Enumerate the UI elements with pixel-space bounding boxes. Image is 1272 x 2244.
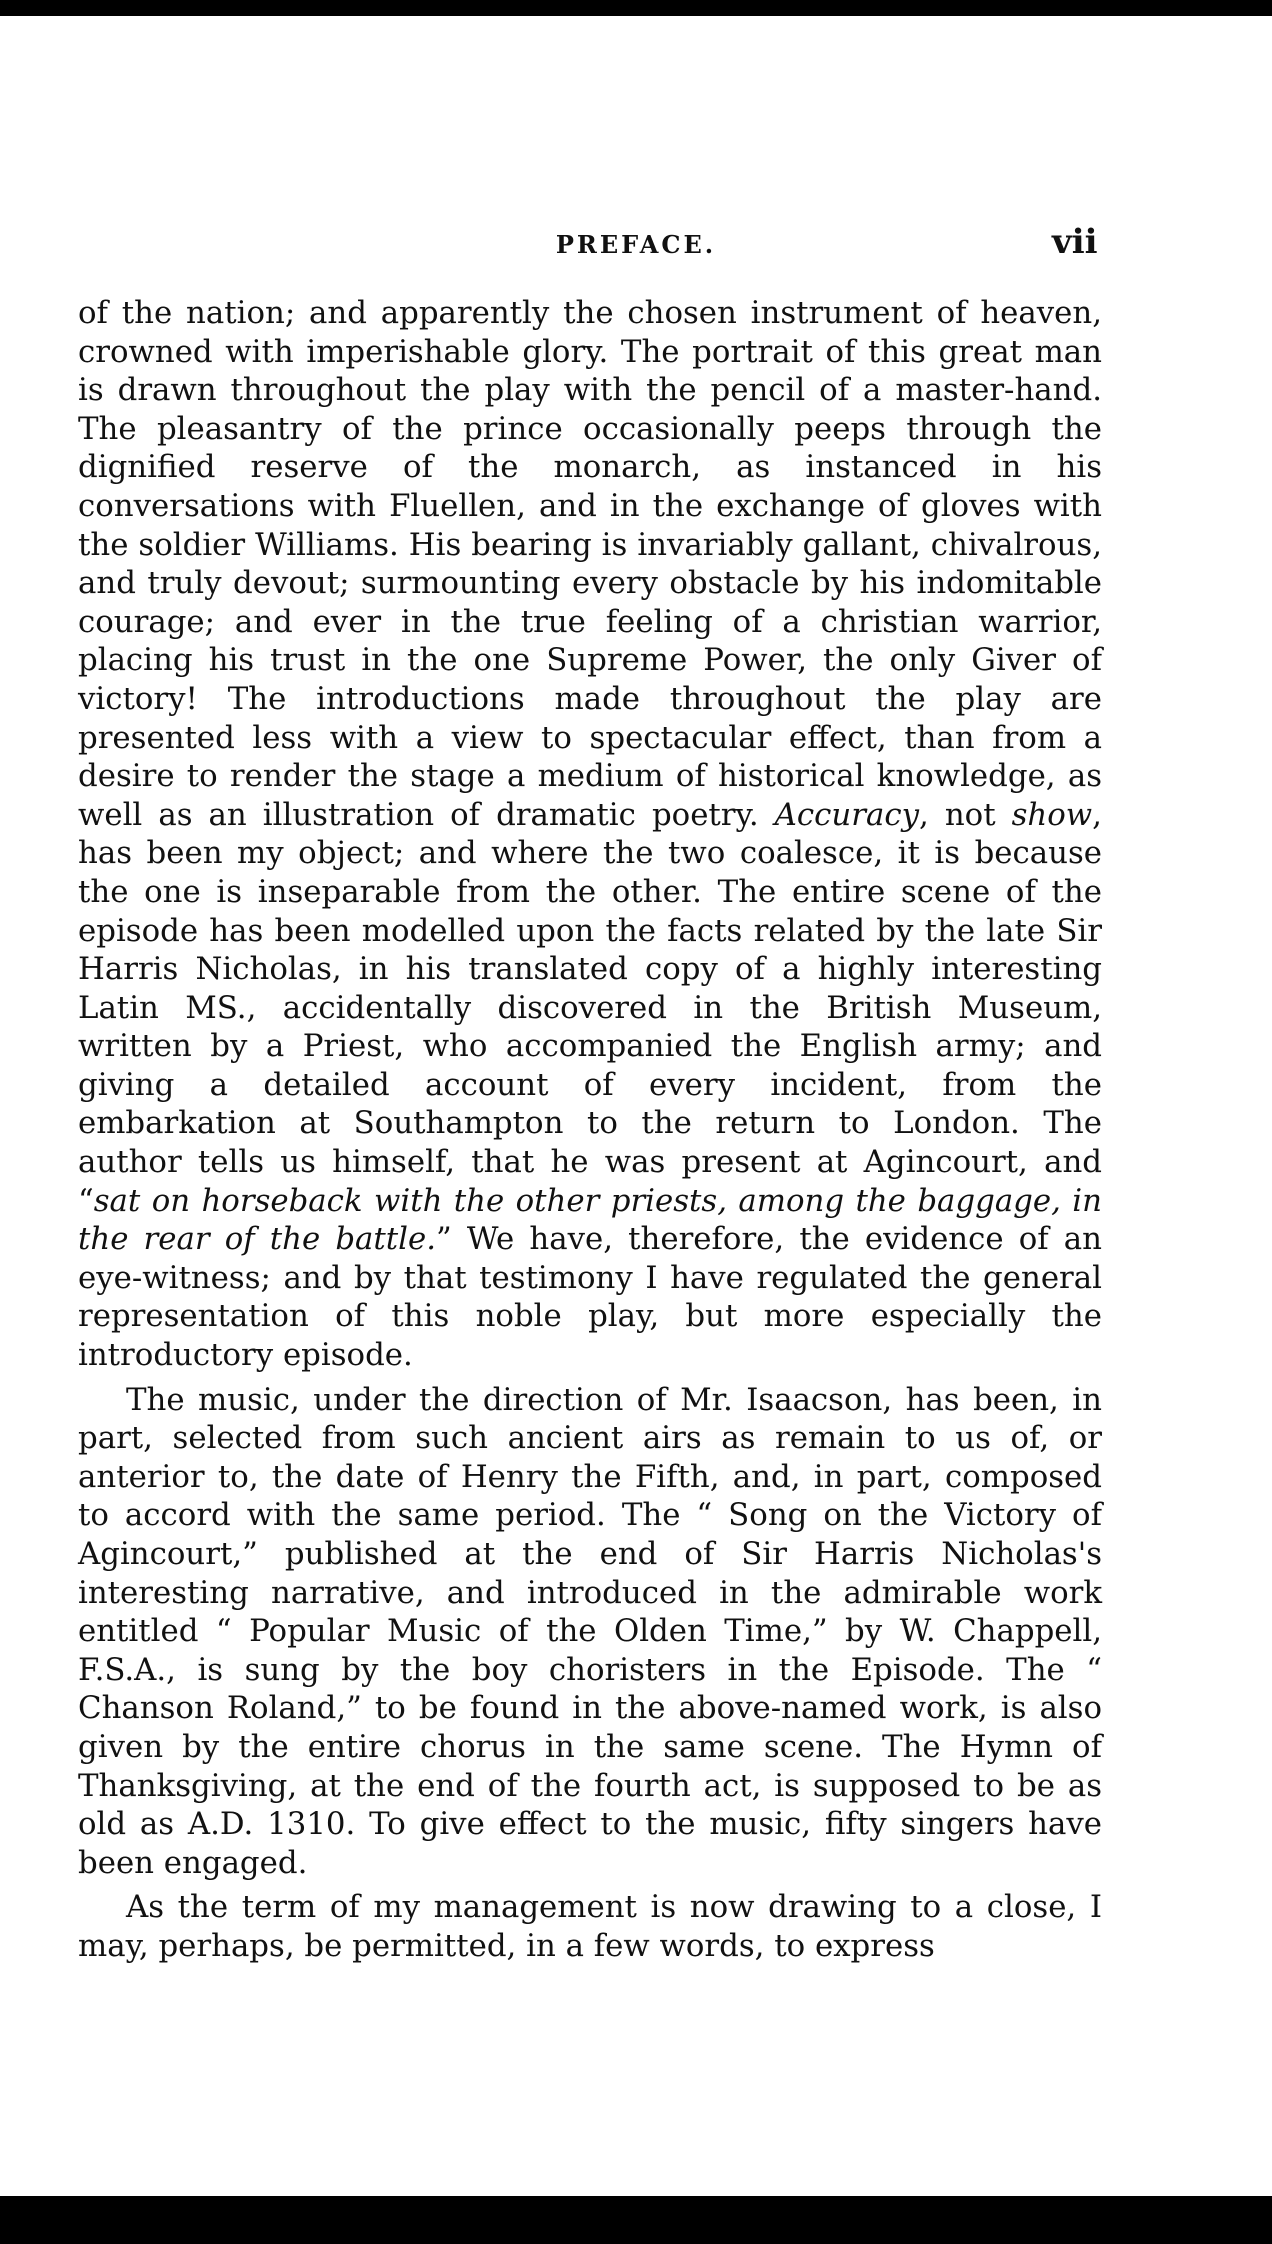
scan-border-bottom: [0, 2196, 1272, 2244]
paragraph-1-text-a: of the nation; and apparently the chosen instrument of heaven, crowned with imperishable glory. The portrait of this great man is drawn throughout the play with the pencil of a master-hand. The pleasantry of the prince occasionally peeps through the dignified reserve of the monarch, as instanced in his conversations with Fluellen, and in the exchange of gloves with the soldier Williams. His bearing is invariably gallant, chivalrous, and truly devout; surmounting every obstacle by his indomitable courage; and ever in the true feeling of a christian warrior, placing his trust in the one Supreme Power, the only Giver of victory! The introductions made throughout the play are presented less with a view to spectacular effect, than from a desire to render the stage a medium of historical knowledge, as well as an illustration of dramatic poetry.: [78, 295, 1102, 833]
page-header: [0, 222, 1272, 272]
small-caps-ad: A.D.: [187, 1806, 254, 1843]
paragraph-1-text-c: , has been my object; and where the two coalesce, it is because the one is inseparable from the other. The entire scene of the episode has been modelled upon the facts related by the late Sir Harris Nicholas, in his translated copy of a highly interesting Latin MS., accidentally discovered in the British Museum, written by a Priest, who accompanied the English army; and giving a detailed account of every incident, from the embarkation at Southampton to the return to London. The author tells us himself, that he was present at Agincourt, and “: [78, 796, 1102, 1219]
body-text: [78, 294, 1102, 1966]
paragraph-2: [78, 1381, 1102, 1883]
paragraph-2-text-a: The music, under the direction of Mr. Isaacson, has been, in part, selected from such ancient airs as remain to us of, or anterior to, the date of Henry the Fifth, and, in part, composed to accord with the same period. The “ Song on the Victory of Agincourt,” published at the end of Sir Harris Nicholas's interesting narrative, and introduced in the admirable work entitled “ Popular Music of the Olden Time,” by W. Chappell, F.S.A., is sung by the boy choristers in the Episode. The “ Chanson Roland,” to be found in the above-named work, is also given by the entire chorus in the same scene. The Hymn of Thanksgiving, at the end of the fourth act, is supposed to be as old as: [78, 1381, 1102, 1843]
scan-border-top: [0, 0, 1272, 16]
italic-quotation: sat on horseback with the other priests, among the baggage, in the rear of the battle.: [78, 1182, 1102, 1258]
page-number: vii: [1052, 222, 1098, 262]
paragraph-1: [78, 294, 1102, 1375]
running-head: PREFACE.: [555, 230, 717, 259]
paragraph-1-text-b: , not: [918, 796, 996, 833]
italic-accuracy: Accuracy: [774, 796, 919, 833]
paragraph-3-text: As the term of my management is now drawing to a close, I may, perhaps, be permitted, in a few words, to express: [78, 1889, 1102, 1964]
paragraph-1-text-d: ” We have, therefore, the evidence of an eye-witness; and by that testimony I have regulated the general representation of this noble play, but more especially the introductory episode.: [78, 1221, 1102, 1374]
paragraph-3: [78, 1888, 1102, 1965]
paragraph-2-text-b: 1310. To give effect to the music, fifty singers have been engaged.: [78, 1806, 1102, 1881]
italic-show: show: [1011, 796, 1093, 833]
